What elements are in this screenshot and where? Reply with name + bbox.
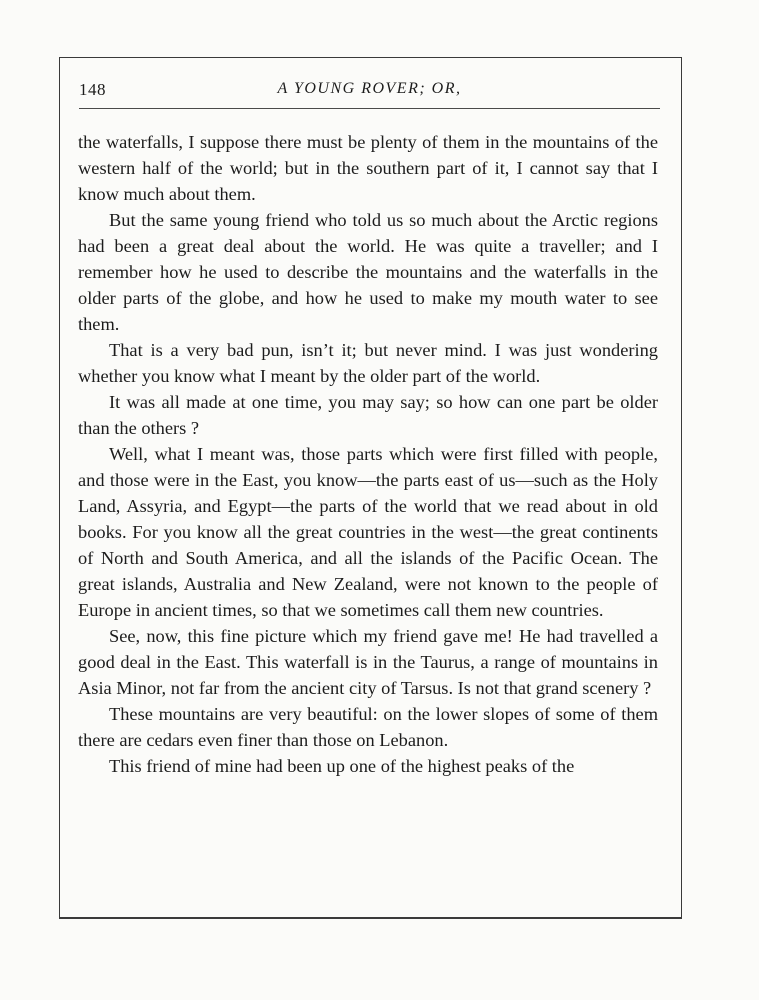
body-text — [78, 129, 658, 779]
paragraph-continued: the waterfalls, I suppose there must be plenty of them in the mountains of the western half of the world; but in the southern part of it, I cannot say that I know much about them. — [78, 132, 658, 204]
paragraph: Well, what I meant was, those parts which were first filled with people, and those were in the East, you know—the parts east of us—such as the Holy Land, Assyria, and Egypt—the parts of the world that we read about in old books. For you know all the great countries in the west—the great continents of North and South America, and all the islands of the Pacific Ocean. The great islands, Australia and New Zealand, were not known to the people of Europe in ancient times, so that we sometimes call them new countries. — [78, 444, 658, 620]
page-number: 148 — [79, 80, 106, 99]
paragraph: That is a very bad pun, isn’t it; but never mind. I was just wondering whether you know what I meant by the older part of the world. — [78, 340, 658, 386]
paragraph: These mountains are very beautiful: on the lower slopes of some of them there are cedars even finer than those on Lebanon. — [78, 704, 658, 750]
running-title: A YOUNG ROVER; OR, — [277, 80, 462, 97]
paragraph: This friend of mine had been up one of the highest peaks of the — [109, 756, 575, 776]
paragraph: But the same young friend who told us so much about the Arctic regions had been a great deal about the world. He was quite a traveller; and I remember how he used to describe the mountains and the waterfalls in the older parts of the globe, and how he used to make my mouth water to see them. — [78, 210, 658, 334]
paragraph: It was all made at one time, you may say; so how can one part be older than the others ? — [78, 392, 658, 438]
running-header — [79, 80, 660, 109]
page-border — [59, 57, 682, 919]
paragraph: See, now, this fine picture which my friend gave me! He had travelled a good deal in the East. This waterfall is in the Taurus, a range of mountains in Asia Minor, not far from the ancient city of Tarsus. Is not that grand scenery ? — [78, 626, 658, 698]
